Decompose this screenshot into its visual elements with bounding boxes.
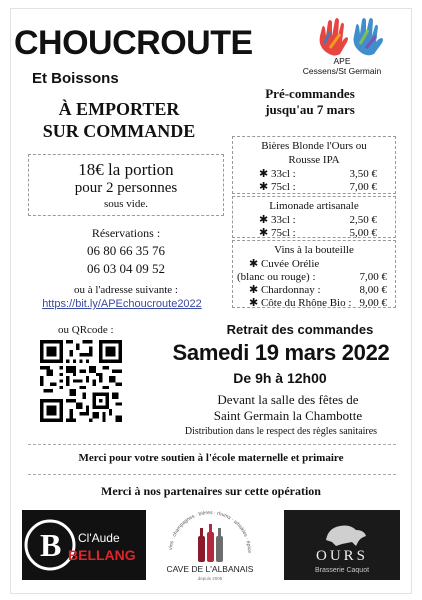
wine-label: ✱ Côte du Rhône Bio :: [249, 297, 352, 309]
wine-box: [232, 240, 396, 308]
sanitary-notice: Distribution dans le respect des règles sanitaires: [184, 426, 378, 437]
bear-icon: [326, 526, 366, 547]
ape-logo-text: [290, 56, 394, 76]
beer-size: ✱ 75cl :: [259, 181, 296, 193]
ours-subtitle: Brasserie Caquot: [314, 567, 370, 574]
price-packaging: sous vide.: [104, 198, 148, 210]
phone-number-1[interactable]: 06 80 66 35 76: [87, 243, 165, 258]
pickup-place-line2: Saint Germain la Chambotte: [213, 408, 363, 423]
wine-row: [237, 271, 391, 284]
pickup-title: Retrait des commandes: [226, 322, 374, 337]
lemonade-price: 2,50 €: [349, 214, 377, 226]
reservations-label: Réservations :: [91, 226, 161, 240]
wine-price: 9,00 €: [359, 297, 387, 309]
price-portion: 18€ la portion: [78, 160, 174, 179]
cave-name: CAVE DE L'ALBANAIS: [166, 564, 254, 574]
beer-price: 7,00 €: [349, 181, 377, 193]
beer-price-row: [237, 168, 391, 181]
divider: [28, 474, 396, 475]
lemonade-size: ✱ 33cl :: [259, 214, 296, 226]
wine-label: ✱ Cuvée Orélie: [249, 258, 320, 270]
beer-price-row: [237, 181, 391, 194]
lemonade-box: [232, 196, 396, 238]
cave-albanais-logo: [162, 508, 258, 584]
precommande-deadline: [248, 86, 372, 118]
bellang-letter: B: [40, 527, 62, 563]
cave-albanais-logo-art: [162, 508, 258, 584]
address-label: ou à l'adresse suivante :: [73, 284, 178, 296]
wine-price: 8,00 €: [359, 284, 387, 296]
wine-row: [237, 297, 391, 310]
wine-label: ✱ Chardonnay :: [249, 284, 321, 296]
pickup-place: [170, 392, 406, 424]
beer-price: 3,50 €: [349, 168, 377, 180]
lemonade-price: 5,00 €: [349, 227, 377, 239]
pickup-date: Samedi 19 mars 2022: [172, 340, 390, 365]
pickup-time: De 9h à 12h00: [233, 370, 327, 386]
wine-name: Vins à la bouteille: [274, 244, 354, 256]
bellang-logo: [22, 510, 146, 580]
support-thanks: Merci pour votre soutien à l'école maternelle et primaire: [78, 452, 344, 464]
wine-row: [237, 258, 391, 271]
page-title: CHOUCROUTE: [14, 24, 253, 62]
bellang-logo-art: [22, 510, 146, 580]
partners-thanks: Merci à nos partenaires sur cette opération: [101, 484, 321, 498]
precommande-line2: jusqu'au 7 mars: [265, 102, 355, 117]
ape-logo-line2: Cessens/St Germain: [302, 66, 382, 76]
tagline: [34, 98, 204, 142]
lemonade-price-row: [237, 227, 391, 240]
beer-name-line1: Bières Blonde l'Ours ou: [261, 140, 367, 152]
ape-logo-line1: APE: [333, 56, 351, 66]
divider: [28, 444, 396, 445]
phone-number-2[interactable]: 06 03 04 09 52: [87, 261, 165, 276]
cave-arc-text: vins · champagnes · bières · rhums · whiskies · épice: [168, 509, 253, 554]
ours-name: OURS: [315, 548, 369, 564]
beer-box: [232, 136, 396, 194]
wine-row: [237, 284, 391, 297]
price-persons: pour 2 personnes: [74, 180, 178, 196]
wine-label: (blanc ou rouge) :: [237, 271, 316, 283]
precommande-line1: Pré-commandes: [265, 86, 355, 101]
order-link[interactable]: https://bit.ly/APEchoucroute2022: [42, 298, 202, 310]
price-box: [28, 154, 224, 216]
pickup-place-line1: Devant la salle des fêtes de: [217, 392, 359, 407]
bellang-line2: BELLANG: [68, 547, 136, 563]
lemonade-size: ✱ 75cl :: [259, 227, 296, 239]
ours-brewery-logo: [284, 510, 400, 580]
reservations-block: [28, 224, 224, 278]
right-hand-icon: [354, 18, 384, 55]
qr-code[interactable]: [40, 340, 122, 422]
beer-name-line2: Rousse IPA: [288, 154, 340, 166]
lemonade-price-row: [237, 214, 391, 227]
tagline-line1: À EMPORTER: [58, 99, 180, 119]
wine-bottles-icon: [198, 524, 223, 562]
left-hand-icon: [320, 18, 348, 56]
beer-size: ✱ 33cl :: [259, 168, 296, 180]
ours-logo-art: [284, 510, 400, 580]
cave-since: depuis 2005: [197, 576, 223, 581]
page-subtitle: Et Boissons: [32, 70, 119, 87]
wine-price: 7,00 €: [359, 271, 387, 283]
bellang-line1: Cl'Aude: [78, 531, 120, 545]
qr-label: ou QRcode :: [58, 324, 114, 336]
lemonade-name: Limonade artisanale: [269, 200, 359, 212]
tagline-line2: SUR COMMANDE: [42, 121, 196, 141]
